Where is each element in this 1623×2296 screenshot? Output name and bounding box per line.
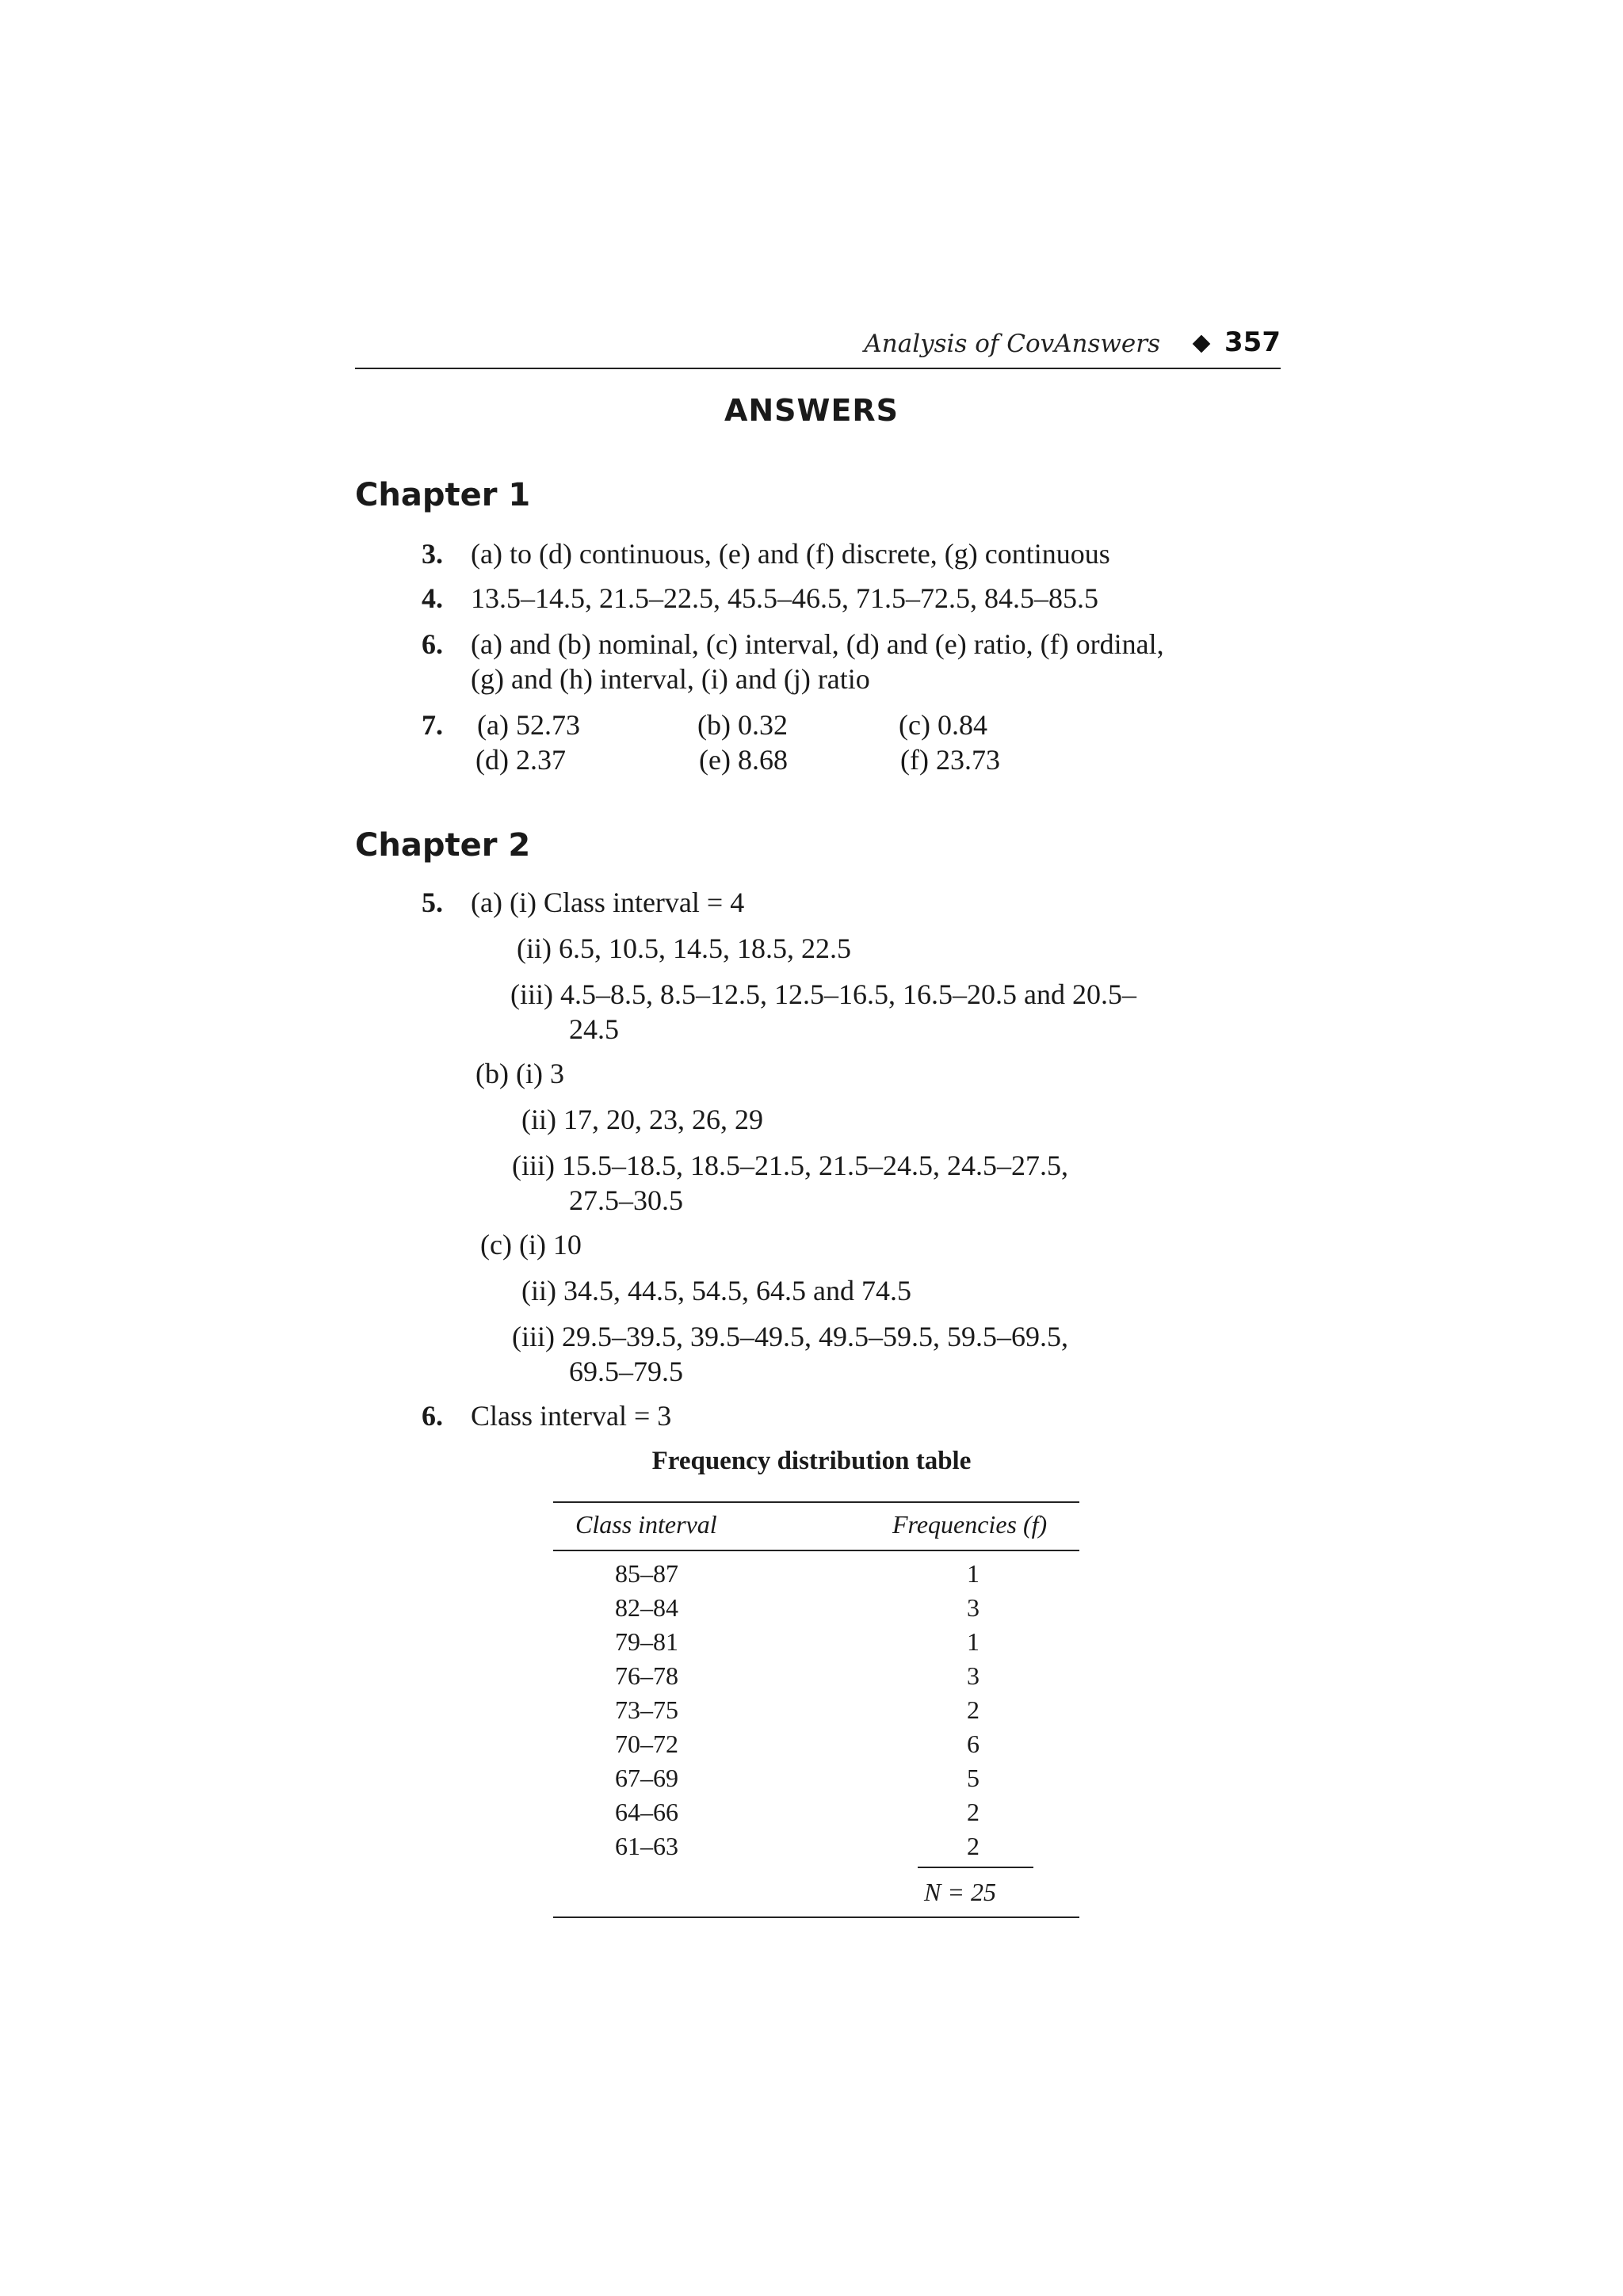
answer-value: (e) 8.68 <box>699 744 788 776</box>
answer-text: (c) (i) 10 <box>480 1229 582 1261</box>
answer-text: 27.5–30.5 <box>569 1184 683 1216</box>
answer-text: (a) (i) Class interval = 4 <box>471 887 745 918</box>
table-rule <box>553 1501 1079 1503</box>
column-header-class-interval: Class interval <box>575 1510 717 1539</box>
table-cell-frequency: 6 <box>967 1730 980 1758</box>
running-title: Analysis of CovAnswers <box>864 330 1160 358</box>
table-cell-frequency: 2 <box>967 1832 980 1860</box>
answer-text: 24.5 <box>569 1013 619 1045</box>
table-rule <box>553 1550 1079 1551</box>
table-cell-frequency: 1 <box>967 1559 980 1588</box>
answer-number: 7. <box>422 709 443 741</box>
table-cell-frequency: 5 <box>967 1764 980 1792</box>
table-rule <box>553 1917 1079 1918</box>
chapter-1-title: Chapter 1 <box>355 477 531 513</box>
answer-text: (ii) 34.5, 44.5, 54.5, 64.5 and 74.5 <box>521 1275 911 1306</box>
answer-number: 6. <box>422 628 443 660</box>
answer-number: 4. <box>422 582 443 614</box>
answer-text: (b) (i) 3 <box>475 1058 564 1089</box>
table-cell-interval: 85–87 <box>615 1559 678 1588</box>
answer-text: (g) and (h) interval, (i) and (j) ratio <box>471 663 870 695</box>
table-cell-interval: 70–72 <box>615 1730 678 1758</box>
answer-value: (f) 23.73 <box>900 744 1000 776</box>
answer-text: (iii) 4.5–8.5, 8.5–12.5, 12.5–16.5, 16.5–20.5 and 20.5– <box>510 978 1136 1010</box>
answer-text: (iii) 29.5–39.5, 39.5–49.5, 49.5–59.5, 59.5–69.5, <box>512 1321 1068 1352</box>
table-cell-frequency: 2 <box>967 1695 980 1724</box>
answer-text: 13.5–14.5, 21.5–22.5, 45.5–46.5, 71.5–72.5, 84.5–85.5 <box>471 582 1098 614</box>
answer-text: (ii) 17, 20, 23, 26, 29 <box>521 1104 763 1135</box>
answer-number: 6. <box>422 1400 443 1432</box>
answer-value: (a) 52.73 <box>477 709 580 741</box>
chapter-2-title: Chapter 2 <box>355 827 531 864</box>
table-cell-interval: 73–75 <box>615 1695 678 1724</box>
answer-text: Class interval = 3 <box>471 1400 672 1432</box>
answer-value: (c) 0.84 <box>899 709 987 741</box>
answer-text: 69.5–79.5 <box>569 1356 683 1387</box>
page-title: ANSWERS <box>724 393 899 428</box>
answer-text: (iii) 15.5–18.5, 18.5–21.5, 21.5–24.5, 24.5–27.5, <box>512 1150 1068 1181</box>
diamond-icon <box>1193 335 1211 353</box>
table-cell-frequency: 3 <box>967 1661 980 1690</box>
table-cell-frequency: 2 <box>967 1798 980 1826</box>
answer-text: (ii) 6.5, 10.5, 14.5, 18.5, 22.5 <box>517 933 851 964</box>
total-rule <box>918 1867 1033 1868</box>
answer-value: (b) 0.32 <box>697 709 788 741</box>
table-cell-interval: 64–66 <box>615 1798 678 1826</box>
answer-number: 5. <box>422 887 443 918</box>
column-header-frequencies: Frequencies (f) <box>892 1510 1048 1539</box>
page-number: 357 <box>1224 326 1281 358</box>
table-total: N = 25 <box>924 1878 996 1906</box>
answer-value: (d) 2.37 <box>475 744 566 776</box>
table-cell-frequency: 3 <box>967 1593 980 1622</box>
table-caption: Frequency distribution table <box>651 1447 972 1475</box>
table-cell-interval: 61–63 <box>615 1832 678 1860</box>
table-cell-interval: 79–81 <box>615 1627 678 1656</box>
table-cell-interval: 67–69 <box>615 1764 678 1792</box>
table-cell-interval: 76–78 <box>615 1661 678 1690</box>
answer-text: (a) to (d) continuous, (e) and (f) discrete, (g) continuous <box>471 538 1110 570</box>
answer-text: (a) and (b) nominal, (c) interval, (d) and (e) ratio, (f) ordinal, <box>471 628 1164 660</box>
table-cell-frequency: 1 <box>967 1627 980 1656</box>
table-cell-interval: 82–84 <box>615 1593 678 1622</box>
answer-number: 3. <box>422 538 443 570</box>
running-header <box>355 328 1281 369</box>
